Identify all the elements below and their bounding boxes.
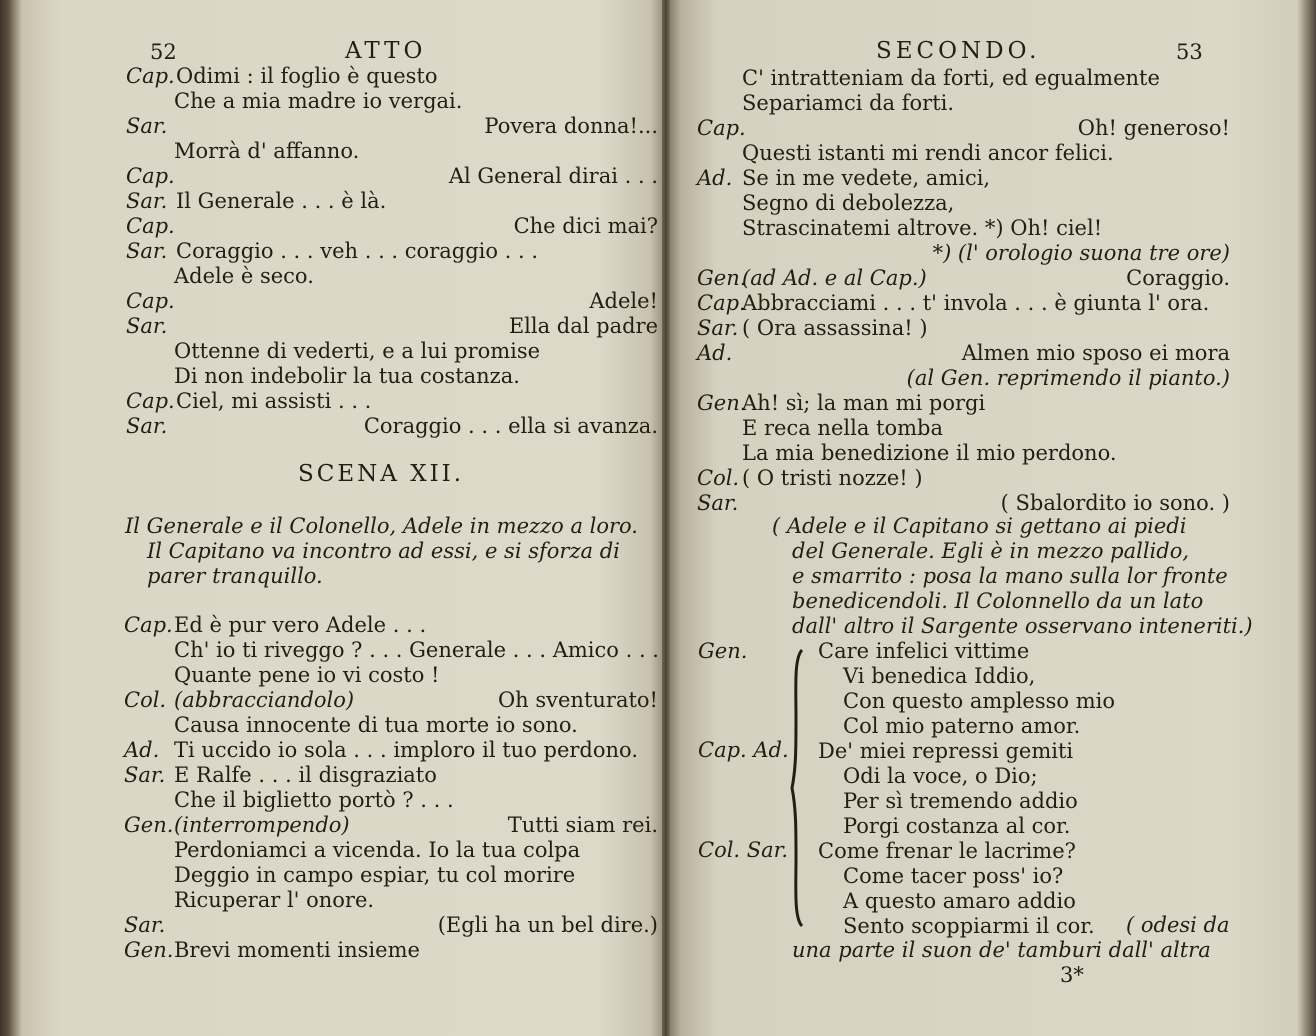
dialogue-line: Ah! sì; la man mi porgi: [742, 391, 986, 415]
dialogue-line-right: Oh sventurato!: [497, 688, 658, 712]
book-gutter: [662, 0, 670, 1036]
stage-direction-line: dall' altro il Sargente osservano inteneriti.): [792, 614, 1253, 638]
speaker-label: Ad.: [697, 341, 733, 365]
dialogue-line-right: Almen mio sposo ei mora: [961, 341, 1230, 365]
speaker-label: Sar.: [697, 491, 739, 515]
speaker-label: Sar.: [126, 189, 168, 213]
verse-line: A questo amaro addio: [843, 889, 1076, 913]
dialogue-line-right: Al General dirai . . .: [448, 164, 658, 188]
verse-line: Odi la voce, o Dio;: [843, 764, 1038, 788]
stage-direction-line: Il Generale e il Colonello, Adele in mezzo a loro.: [125, 514, 638, 538]
dialogue-line-right: Coraggio.: [1126, 266, 1230, 290]
verse-line: Come tacer poss' io?: [843, 864, 1064, 888]
speaker-label: Cap.: [697, 291, 746, 315]
speaker-label: Col.: [697, 466, 740, 490]
stage-direction-line: del Generale. Egli è in mezzo pallido,: [792, 539, 1190, 563]
right-page-number: 53: [1176, 40, 1203, 64]
dialogue-line-right: Povera donna!...: [484, 114, 658, 138]
speaker-label: Sar.: [124, 763, 166, 787]
verse-line: Care infelici vittime: [818, 639, 1030, 663]
dialogue-line: Deggio in campo espiar, tu col morire: [174, 863, 576, 887]
dialogue-line: Brevi momenti insieme: [174, 938, 420, 962]
speaker-label: Cap.: [126, 214, 175, 238]
dialogue-line-right: Ella dal padre: [508, 314, 658, 338]
dialogue-line: Il Generale . . . è là.: [176, 189, 387, 213]
dialogue-line: Ti uccido io sola . . . imploro il tuo perdono.: [174, 738, 638, 762]
dialogue-line-right: ( Sbalordito io sono. ): [1000, 491, 1230, 515]
stage-direction-line: e smarrito : posa la mano sulla lor fronte: [792, 564, 1228, 588]
speaker-label: Sar.: [126, 314, 168, 338]
speaker-label: Cap.: [126, 289, 175, 313]
verse-line: Sento scoppiarmi il cor.: [843, 914, 1095, 938]
speaker-label: Gen.: [124, 938, 174, 962]
verse-line: Come frenar le lacrime?: [818, 839, 1076, 863]
speaker-label: Cap.: [126, 164, 175, 188]
ensemble-brace: [790, 648, 804, 928]
dialogue-line: E Ralfe . . . il disgraziato: [174, 763, 437, 787]
dialogue-line: Di non indebolir la tua costanza.: [174, 364, 520, 388]
speaker-label: Cap.: [697, 116, 746, 140]
dialogue-line: (interrompendo): [174, 813, 350, 837]
verse-line: Per sì tremendo addio: [843, 789, 1078, 813]
verse-line: Porgi costanza al cor.: [843, 814, 1071, 838]
stage-direction-line: benedicendoli. Il Colonnello da un lato: [792, 589, 1204, 613]
dialogue-line: (abbracciandolo): [174, 688, 355, 712]
dialogue-line: Questi istanti mi rendi ancor felici.: [742, 141, 1114, 165]
speaker-label: Sar.: [124, 913, 166, 937]
right-running-head: SECONDO.: [876, 38, 1041, 64]
speaker-label: Cap.: [126, 389, 175, 413]
dialogue-line: ( O tristi nozze! ): [742, 466, 923, 490]
dialogue-line-right: Adele!: [589, 289, 658, 313]
verse-line: De' miei repressi gemiti: [818, 739, 1074, 763]
dialogue-line: Adele è seco.: [174, 264, 314, 288]
dialogue-line-right: *) (l' orologio suona tre ore): [932, 241, 1230, 265]
dialogue-line: Separiamci da forti.: [742, 91, 955, 115]
verse-line: Vi benedica Iddio,: [843, 664, 1036, 688]
speaker-label: Gen.: [697, 266, 747, 290]
dialogue-line: Ch' io ti riveggo ? . . . Generale . . . Amico . . .: [174, 638, 659, 662]
left-page-number: 52: [150, 40, 177, 64]
stage-direction-line: ( Adele e il Capitano si gettano ai piedi: [772, 514, 1187, 538]
verse-line: Con questo amplesso mio: [843, 689, 1116, 713]
dialogue-line: ( Ora assassina! ): [742, 316, 928, 340]
speaker-label: Sar.: [697, 316, 739, 340]
dialogue-line: E reca nella tomba: [742, 416, 943, 440]
speaker-label: Gen.: [124, 813, 174, 837]
signature-mark: 3*: [1060, 963, 1084, 987]
stage-direction-line: parer tranquillo.: [147, 564, 323, 588]
ensemble-speaker: Gen.: [698, 639, 748, 663]
dialogue-line-right: (Egli ha un bel dire.): [437, 913, 658, 937]
dialogue-line: Odimi : il foglio è questo: [176, 64, 438, 88]
dialogue-line: Che a mia madre io vergai.: [174, 89, 463, 113]
dialogue-line: Ottenne di vederti, e a lui promise: [174, 339, 541, 363]
speaker-label: Sar.: [126, 239, 168, 263]
ensemble-speaker: Cap. Ad.: [698, 738, 789, 762]
stage-direction-line: Il Capitano va incontro ad essi, e si sforza di: [147, 539, 620, 563]
dialogue-line: La mia benedizione il mio perdono.: [742, 441, 1117, 465]
dialogue-line: Ed è pur vero Adele . . .: [174, 613, 427, 637]
dialogue-line: Causa innocente di tua morte io sono.: [174, 713, 578, 737]
last-line: una parte il suon de' tamburi dall' altra: [792, 938, 1211, 962]
dialogue-line: Quante pene io vi costo !: [174, 663, 440, 687]
dialogue-line: Che il biglietto portò ? . . .: [174, 788, 454, 812]
dialogue-line: Strascinatemi altrove. *) Oh! ciel!: [742, 216, 1103, 240]
speaker-label: Ad.: [124, 738, 160, 762]
speaker-label: Sar.: [126, 414, 168, 438]
dialogue-line-right: Che dici mai?: [513, 214, 658, 238]
dialogue-line-right: Coraggio . . . ella si avanza.: [363, 414, 658, 438]
dialogue-line-right: Oh! generoso!: [1077, 116, 1230, 140]
dialogue-line-right: Tutti siam rei.: [507, 813, 658, 837]
trailing-direction: ( odesi da: [1126, 913, 1230, 937]
speaker-label: Ad.: [697, 166, 733, 190]
dialogue-line: (ad Ad. e al Cap.): [742, 266, 927, 290]
left-running-head: ATTO: [345, 38, 427, 64]
dialogue-line: Coraggio . . . veh . . . coraggio . . .: [176, 239, 539, 263]
speaker-label: Cap.: [124, 613, 173, 637]
speaker-label: Col.: [124, 688, 167, 712]
speaker-label: Sar.: [126, 114, 168, 138]
speaker-label: Cap.: [126, 64, 175, 88]
dialogue-line: Segno di debolezza,: [742, 191, 955, 215]
dialogue-line: Ricuperar l' onore.: [174, 888, 375, 912]
dialogue-line: C' intratteniam da forti, ed egualmente: [742, 66, 1160, 90]
dialogue-line: Perdoniamci a vicenda. Io la tua colpa: [174, 838, 581, 862]
dialogue-line: Se in me vedete, amici,: [742, 166, 991, 190]
verse-line: Col mio paterno amor.: [843, 714, 1081, 738]
dialogue-line: Abbracciami . . . t' invola . . . è giunta l' ora.: [742, 291, 1210, 315]
scene-title: SCENA XII.: [298, 461, 465, 487]
dialogue-line-right: (al Gen. reprimendo il pianto.): [906, 366, 1230, 390]
ensemble-speaker: Col. Sar.: [698, 838, 789, 862]
dialogue-line: Ciel, mi assisti . . .: [176, 389, 372, 413]
dialogue-line: Morrà d' affanno.: [174, 139, 360, 163]
speaker-label: Gen.: [697, 391, 747, 415]
